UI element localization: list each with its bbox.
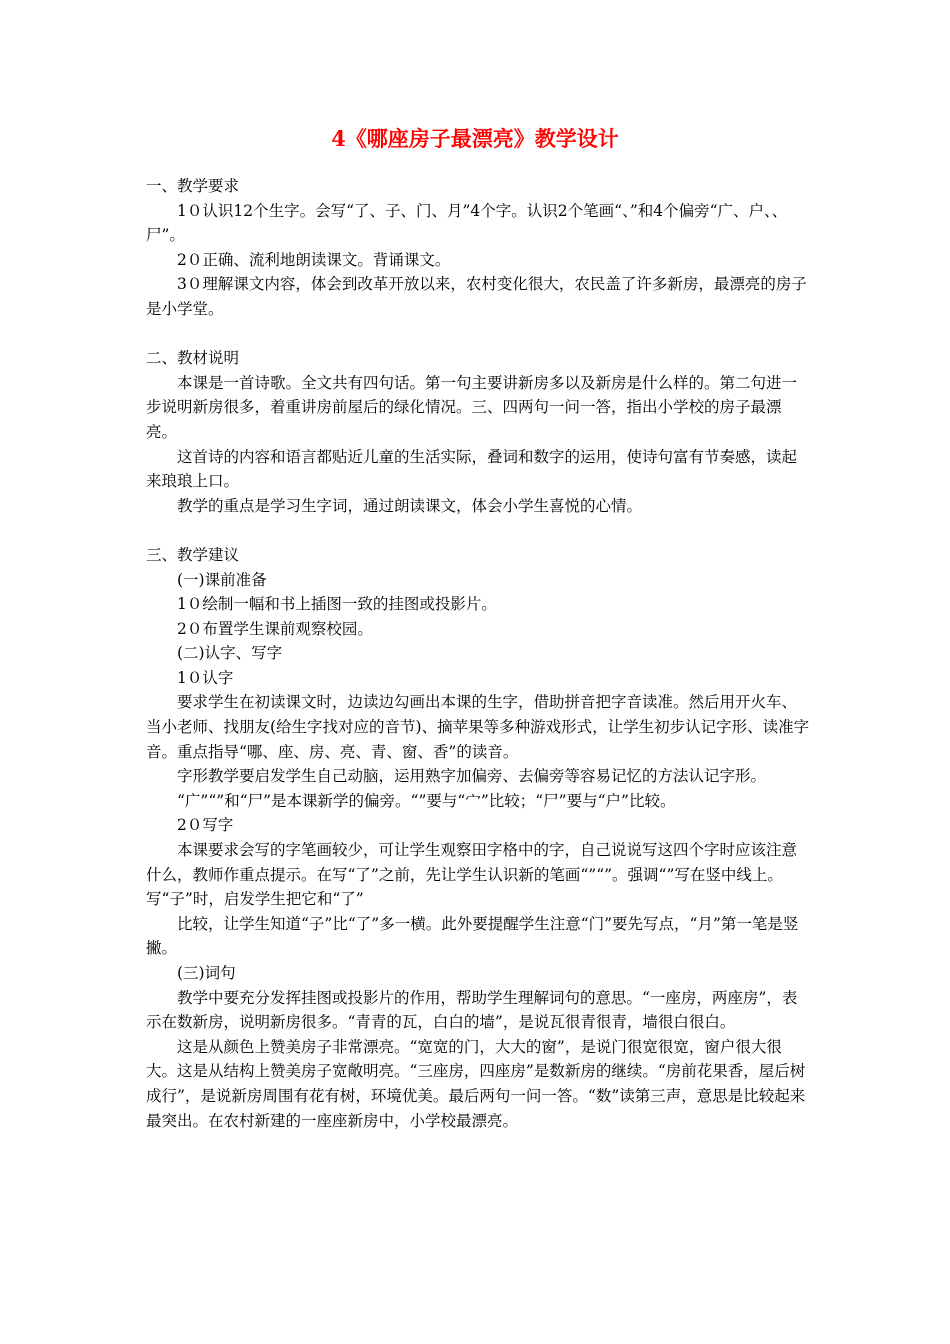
paragraph: 本课是一首诗歌。全文共有四句话。第一句主要讲新房多以及新房是什么样的。第二句进一步说明新房很多，着重讲房前屋后的绿化情况。三、四两句一问一答，指出小学校的房子最漂亮。 [146,373,798,441]
paragraph: 1０认识12个生字。会写“了、子、门、月”4个字。认识2个笔画“、”和4个偏旁“广、户、、尸”。 [146,201,788,245]
paragraph: 这首诗的内容和语言都贴近儿童的生活实际，叠词和数字的运用，使诗句富有节奏感，读起来琅琅上口。 [146,447,798,491]
paragraph: 2０正确、流利地朗读课文。背诵课文。 [177,250,451,269]
paragraph: 2０布置学生课前观察校园。 [177,619,373,638]
paragraph: 这是从颜色上赞美房子非常漂亮。“宽宽的门，大大的窗”，是说门很宽很宽，窗户很大很大。这是从结构上赞美房子宽敞明亮。“三座房，四座房”是数新房的继续。“房前花果香，屋后树成行”，是说新房周围有花有树，环境优美。最后两句一问一答。“数”读第三声，意思是比较起来最突出。在农村新建的一座座新房中，小学校最漂亮。 [146,1037,806,1130]
document-title: 4《哪座房子最漂亮》教学设计 [331,126,619,151]
document-body [146,174,810,1133]
paragraph: 要求学生在初读课文时，边读边勾画出本课的生字，借助拼音把字音读准。然后用开火车、当小老师、找朋友(给生字找对应的音节)、摘苹果等多种游戏形式，让学生初步认记字形、读准字音。重点指导“哪、座、房、亮、青、窗、香”的读音。 [146,693,810,761]
subheading: (三)词句 [177,964,236,982]
list-item-label: 2０写字 [177,816,234,835]
paragraph: 比较，让学生知道“子”比“了”多一横。此外要提醒学生注意“门”要先写点，“月”第一笔是竖撇。 [146,914,799,958]
list-item-label: 1０认字 [177,668,234,687]
paragraph: 教学的重点是学习生字词，通过朗读课文，体会小学生喜悦的心情。 [177,496,643,515]
section-heading-material: 二、教材说明 [146,349,240,368]
paragraph: 字形教学要启发学生自己动脑，运用熟字加偏旁、去偏旁等容易记忆的方法认记字形。 [177,767,767,786]
paragraph: 1０绘制一幅和书上插图一致的挂图或投影片。 [177,595,497,614]
paragraph: 教学中要充分发挥挂图或投影片的作用，帮助学生理解词句的意思。“一座房，两座房”，表示在数新房，说明新房很多。“青青的瓦，白白的墙”，是说瓦很青很青，墙很白很白。 [146,988,798,1032]
section-heading-suggestions: 三、教学建议 [146,545,240,564]
paragraph: “广”“”和“尸”是本课新学的偏旁。“”要与“宀”比较；“尸”要与“户”比较。 [177,791,676,810]
subheading: (一)课前准备 [177,570,267,589]
paragraph: 本课要求会写的字笔画较少，可让学生观察田字格中的字，自己说说写这四个字时应该注意什么，教师作重点提示。在写“了”之前，先让学生认识新的笔画“”“”。强调“”写在竖中线上。写“子”时，启发学生把它和“了” [146,841,798,909]
paragraph: 3０理解课文内容，体会到改革开放以来，农村变化很大，农民盖了许多新房，最漂亮的房子是小学堂。 [146,275,807,318]
subheading: (二)认字、写字 [177,644,283,663]
section-heading-requirements: 一、教学要求 [146,177,240,195]
